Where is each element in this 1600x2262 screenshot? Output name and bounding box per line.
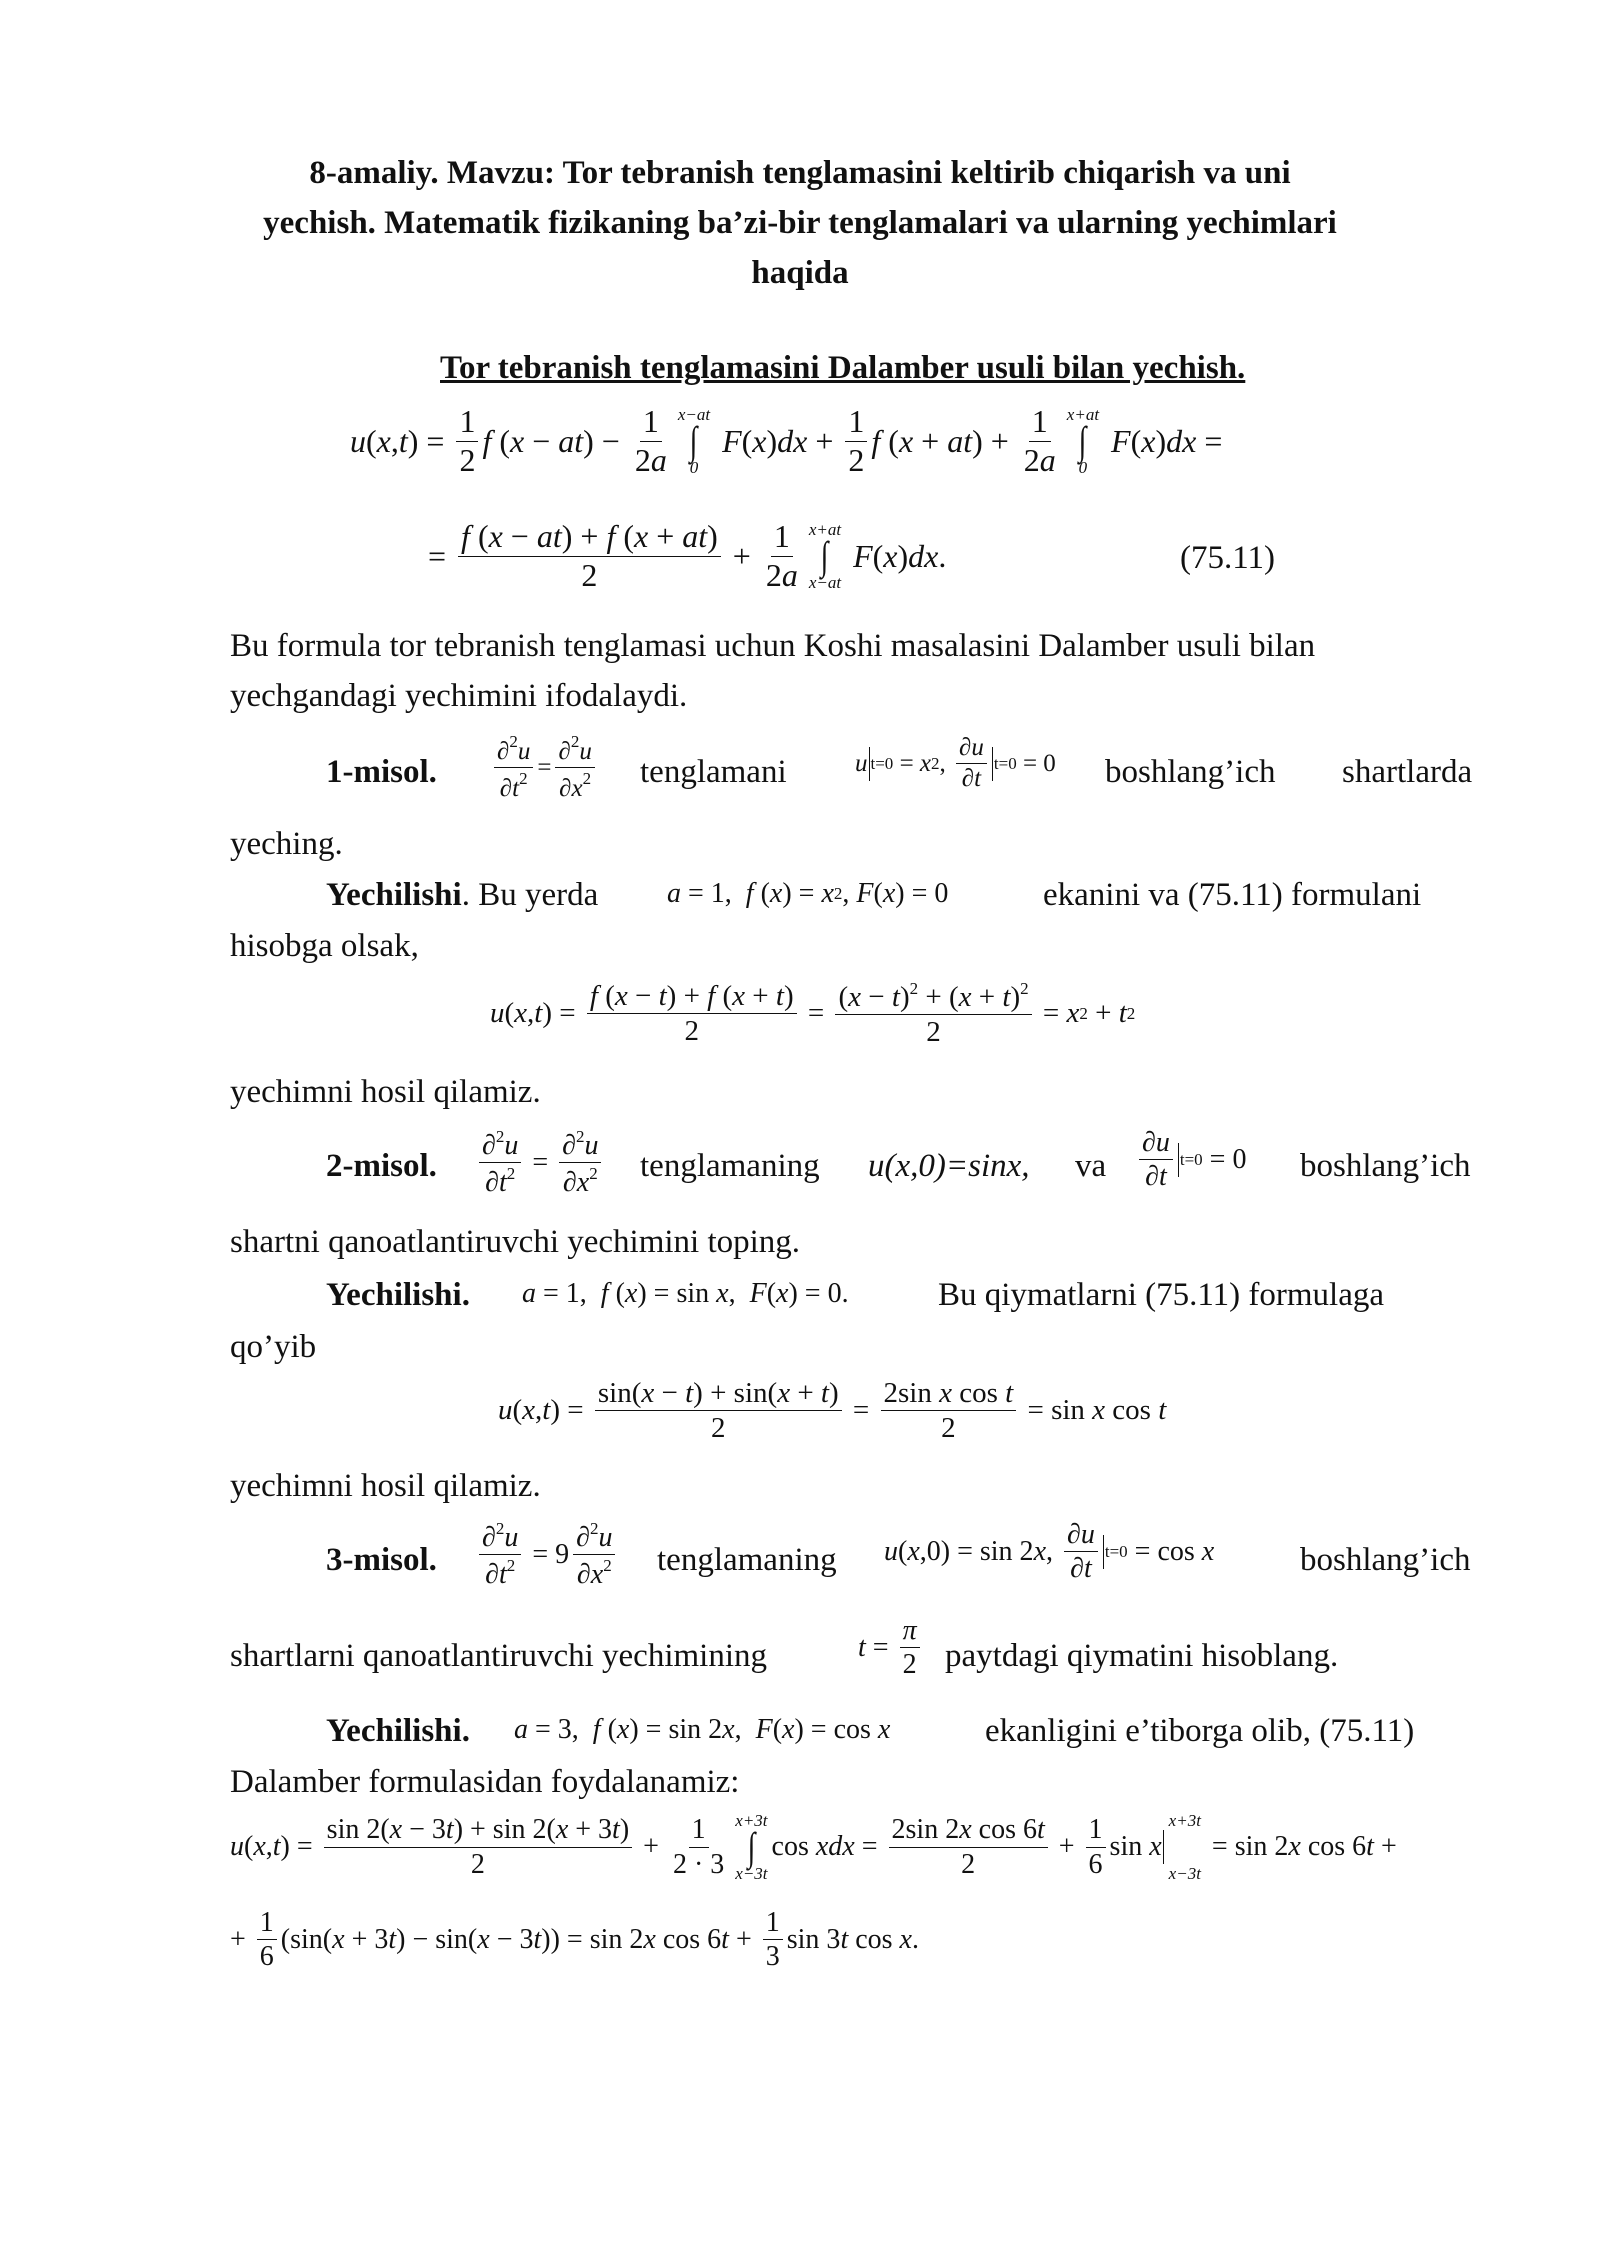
example-1-after: yechimni hosil qilamiz. <box>230 1074 541 1110</box>
example-3-solution-label: Yechilishi. <box>326 1713 470 1749</box>
example-2-derivative-condition: $\frac{\partial u}{\partial t}$ t=0 = 0 <box>1135 1128 1246 1192</box>
example-3-cont-a: shartlarni qanoatlantiruvchi yechimining <box>230 1638 768 1674</box>
example-3-values: a = 3, f ( x ) = sin 2 x , F ( x ) = cos x <box>514 1714 891 1745</box>
solution-label: Yechilishi <box>326 877 462 913</box>
dalamber-formula-line-1: u ( x , t ) = $\frac{1}{2}$ f ( x − at ) − $\frac{1}{2a}$ x−at ∫ 0 F ( x ) dx + $\frac{1}{2}$ f ( x + at ) + $\frac{1}{2a}$ x+at ∫ 0 F ( x ) dx = <box>350 403 1223 478</box>
example-1-result: u ( x , t ) = $\frac{f (x - t) + f (x + t)}{2}$ = $\frac{(x - t)^2 + (x + t)^2}{2}$ = x 2 + t 2 <box>490 979 1136 1049</box>
example-3-time-value: t = $\frac{\pi}{2}$ <box>858 1616 924 1680</box>
paragraph-line-2: yechgandagi yechimini ifodalaydi. <box>230 678 688 714</box>
example-1-text-c: shartlarda <box>1342 754 1473 790</box>
example-2-solution-text-b: Bu qiymatlarni (75.11) formulaga <box>938 1277 1384 1313</box>
example-2-text-a: tenglamaning <box>640 1148 820 1184</box>
page-title-line-1: 8-amaliy. Mavzu: Tor tebranish tenglamasini keltirib chiqarish va uni <box>309 155 1291 191</box>
example-1-label: 1-misol. <box>326 754 437 790</box>
example-3-cont-b: paytdagi qiymatini hisoblang. <box>945 1638 1339 1674</box>
example-1-solution-line <box>326 875 598 915</box>
solution-text-a: . Bu yerda <box>461 877 599 913</box>
example-3-result-line-1: u ( x , t ) = $\frac{\sin 2(x - 3t) + \sin 2(x + 3t)}{2}$ + $\frac{1}{2 \cdot 3}$ x+3t ∫ x−3t cos xdx = $\frac{\text{2sin 2x cos 6t}}{2}$ + $\frac{1}{6}$ sin x x+3t x−3t = sin 2 x cos 6 t + <box>230 1811 1397 1883</box>
example-3-solution-text-b: ekanligini e’tiborga olib, (75.11) <box>985 1713 1415 1749</box>
example-3-equation: $\frac{\partial^2u}{\partial t^2}$ = 9 $\frac{\partial^2u}{\partial x^2}$ <box>475 1520 619 1590</box>
example-3-text-a: tenglamaning <box>657 1542 837 1578</box>
example-3-text-b: boshlang’ich <box>1300 1542 1471 1578</box>
example-2-text-b: boshlang’ich <box>1300 1148 1471 1184</box>
example-1-text-b: boshlang’ich <box>1105 754 1276 790</box>
example-1-conditions: u t=0 = x 2 , $\frac{\partial u}{\partial t}$ t=0 = 0 <box>855 734 1056 793</box>
example-1-solution-text-b: ekanini va (75.11) formulani <box>1043 877 1422 913</box>
example-2-equation: $\frac{\partial^2u}{\partial t^2}$ = $\frac{\partial^2u}{\partial x^2}$ <box>475 1128 605 1198</box>
page-title-line-2: yechish. Matematik fizikaning ba’zi-bir tenglamalari va ularning yechimlari <box>263 205 1337 241</box>
example-3-label: 3-misol. <box>326 1542 437 1578</box>
example-2-label: 2-misol. <box>326 1148 437 1184</box>
example-1-cont: yeching. <box>230 826 343 862</box>
example-1-solution-cont: hisobga olsak, <box>230 928 419 964</box>
example-1-values: a = 1, f ( x ) = x 2 , F ( x ) = 0 <box>667 878 949 909</box>
example-3-result-line-2: + $\frac{1}{6}$ (sin( x + 3 t ) − sin( x − 3 t )) = sin 2 x cos 6 t + $\frac{1}{3}$ sin 3 t cos x . <box>230 1907 919 1973</box>
formula-number: (75.11) <box>1180 540 1276 576</box>
page-title-line-3: haqida <box>751 255 849 291</box>
example-2-solution-label: Yechilishi. <box>326 1277 470 1313</box>
example-2-result: u ( x , t ) = $\frac{\sin(x - t) + \sin(x + t)}{2}$ = $\frac{\text{2sin x cos t}}{2}$ = sin x cos t <box>498 1377 1167 1445</box>
example-1-equation: $\frac{\partial^2u}{\partial t^2}$ = $\frac{\partial^2u}{\partial x^2}$ <box>490 733 599 803</box>
example-2-text-va: va <box>1075 1148 1107 1184</box>
example-2-solution-cont: qo’yib <box>230 1329 317 1365</box>
example-2-after: yechimni hosil qilamiz. <box>230 1468 541 1504</box>
example-3-solution-cont: Dalamber formulasidan foydalanamiz: <box>230 1764 740 1800</box>
example-1-text-a: tenglamani <box>640 754 787 790</box>
paragraph-line-1: Bu formula tor tebranish tenglamasi uchun Koshi masalasini Dalamber usuli bilan <box>230 628 1316 664</box>
example-2-values: a = 1, f ( x ) = sin x , F ( x ) = 0. <box>522 1278 849 1309</box>
section-subtitle: Tor tebranish tenglamasini Dalamber usuli bilan yechish. <box>440 350 1246 386</box>
example-2-condition: u(x,0)=sinx, <box>868 1148 1030 1184</box>
dalamber-formula-line-2: = $\frac{f (x - at) + f (x + at)}{2}$ + $\frac{1}{2a}$ x+at ∫ x−at F ( x ) dx . <box>428 518 947 593</box>
example-2-cont: shartni qanoatlantiruvchi yechimini toping. <box>230 1224 801 1260</box>
example-3-conditions: u ( x ,0) = sin 2 x , $\frac{\partial u}{\partial t}$ t=0 = cos x <box>884 1519 1215 1585</box>
